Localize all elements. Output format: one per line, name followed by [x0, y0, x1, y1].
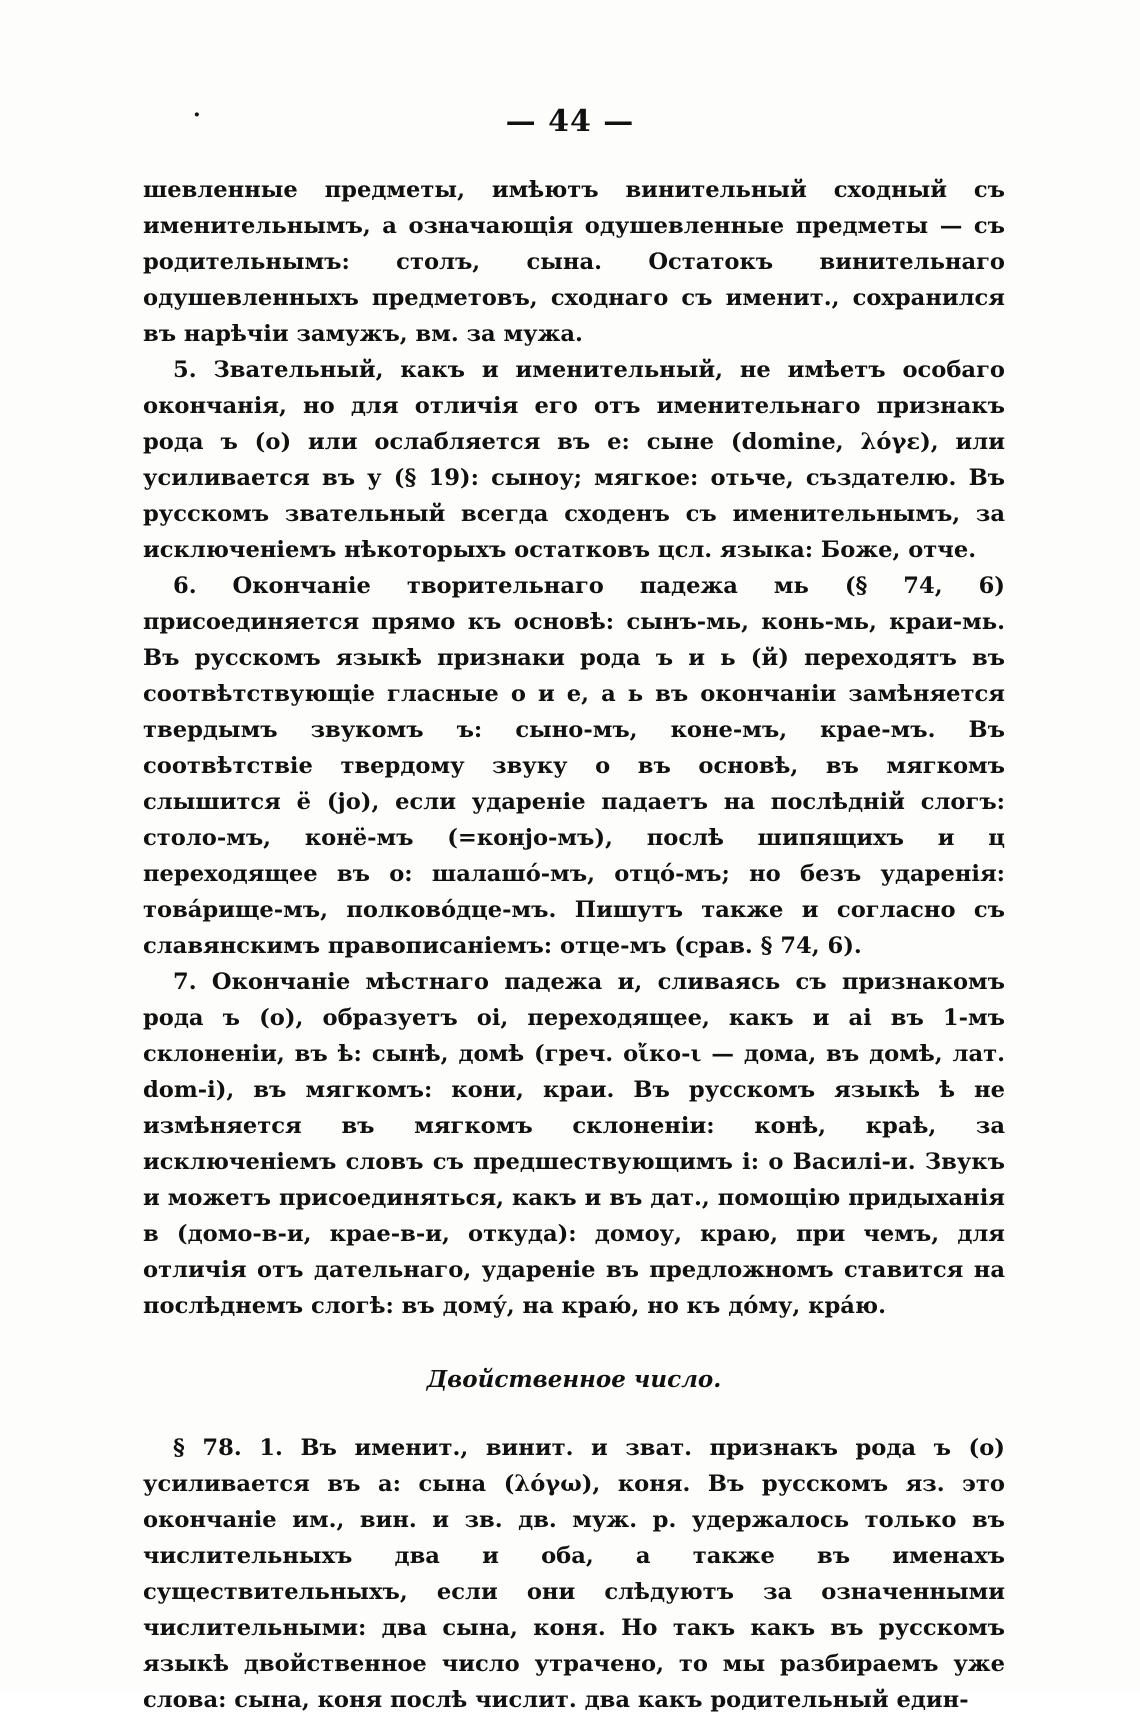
paragraph-text: шевленные предметы, имѣютъ винительный сходный съ именительнымъ, а означающія одушевленные предметы — съ родительнымъ: столъ, сына. Остатокъ винительнаго одушевленныхъ предметовъ, сходнаго съ именит., сохранился въ нарѣчіи замужъ, вм. за мужа. — [143, 177, 1005, 347]
paragraph-5-vocative — [143, 352, 1005, 568]
paragraph-text: 5. Звательный, какъ и именительный, не имѣетъ особаго окончанія, но для отличія его отъ именительнаго признакъ рода ъ (о) или ослабляется въ е: сыне (domine, λόγε), или усиливается въ у (§ 19): сыноу; мягкое: отьче, създателю. Въ русскомъ звательный всегда сходенъ съ именительнымъ, за исключеніемъ нѣкоторыхъ остатковъ цсл. языка: Боже, отче. — [143, 357, 1005, 563]
paragraph-6-instrumental — [143, 568, 1005, 964]
paragraph-text: 7. Окончаніе мѣстнаго падежа и, сливаясь съ признакомъ рода ъ (о), образуетъ оі, переходящее, какъ и аі въ 1-мъ склоненіи, въ ѣ: сынѣ, домѣ (греч. οἴκο-ι — дома, въ домѣ, лат. dom-i), въ мягкомъ: кони, краи. Въ русскомъ языкѣ ѣ не измѣняется въ мягкомъ склоненіи: конѣ, краѣ, за исключеніемъ словъ съ предшествующимъ і: о Василі-и. Звукъ и можетъ присоединяться, какъ и въ дат., помощію придыханія в (домо-в-и, крае-в-и, откуда): домоу, краю, при чемъ, для отличія отъ дательнаго, удареніе въ предложномъ ставится на послѣднемъ слогѣ: въ дому́, на краю́, но къ до́му, кра́ю. — [143, 969, 1005, 1319]
page-number: — 44 — — [505, 104, 635, 139]
paragraph-continuation — [143, 172, 1005, 352]
paragraph-7-locative — [143, 964, 1005, 1324]
paragraph-text: § 78. 1. Въ именит., винит. и зват. признакъ рода ъ (о) усиливается въ а: сына (λόγω), коня. Въ русскомъ яз. это окончаніе им., вин. и зв. дв. муж. р. удержалось только въ числительныхъ два и оба, а также въ именахъ существительныхъ, если они слѣдуютъ за означенными числительными: два сына, коня. Но такъ какъ въ русскомъ языкѣ двойственное число утрачено, то мы разбираемъ уже слова: сына, коня послѣ числит. два какъ родительный един- — [143, 1435, 1005, 1713]
section-heading: Двойственное число. — [426, 1366, 722, 1393]
paragraph-section-78 — [143, 1430, 1005, 1718]
margin-mark: · — [193, 102, 201, 128]
paragraph-text: 6. Окончаніе творительнаго падежа мь (§ 74, 6) присоединяется прямо къ основѣ: сынъ-мь, конь-мь, краи-мь. Въ русскомъ языкѣ признаки рода ъ и ь (й) переходятъ въ соотвѣтствующіе гласные о и е, а ь въ окончаніи замѣняется твердымъ звукомъ ъ: сыно-мъ, коне-мъ, крае-мъ. Въ соотвѣтствіе твердому звуку о въ основѣ, въ мягкомъ слышится ё (jo), если удареніе падаетъ на послѣдній слогъ: столо-мъ, конё-мъ (=конjо-мъ), послѣ шипящихъ и ц переходящее въ о: шалашо́-мъ, отцо́-мъ; но безъ ударенія: това́рище-мъ, полково́дце-мъ. Пишутъ также и согласно съ славянскимъ правописаніемъ: отце-мъ (срав. § 74, 6). — [143, 573, 1005, 959]
page-body — [143, 172, 1005, 1718]
